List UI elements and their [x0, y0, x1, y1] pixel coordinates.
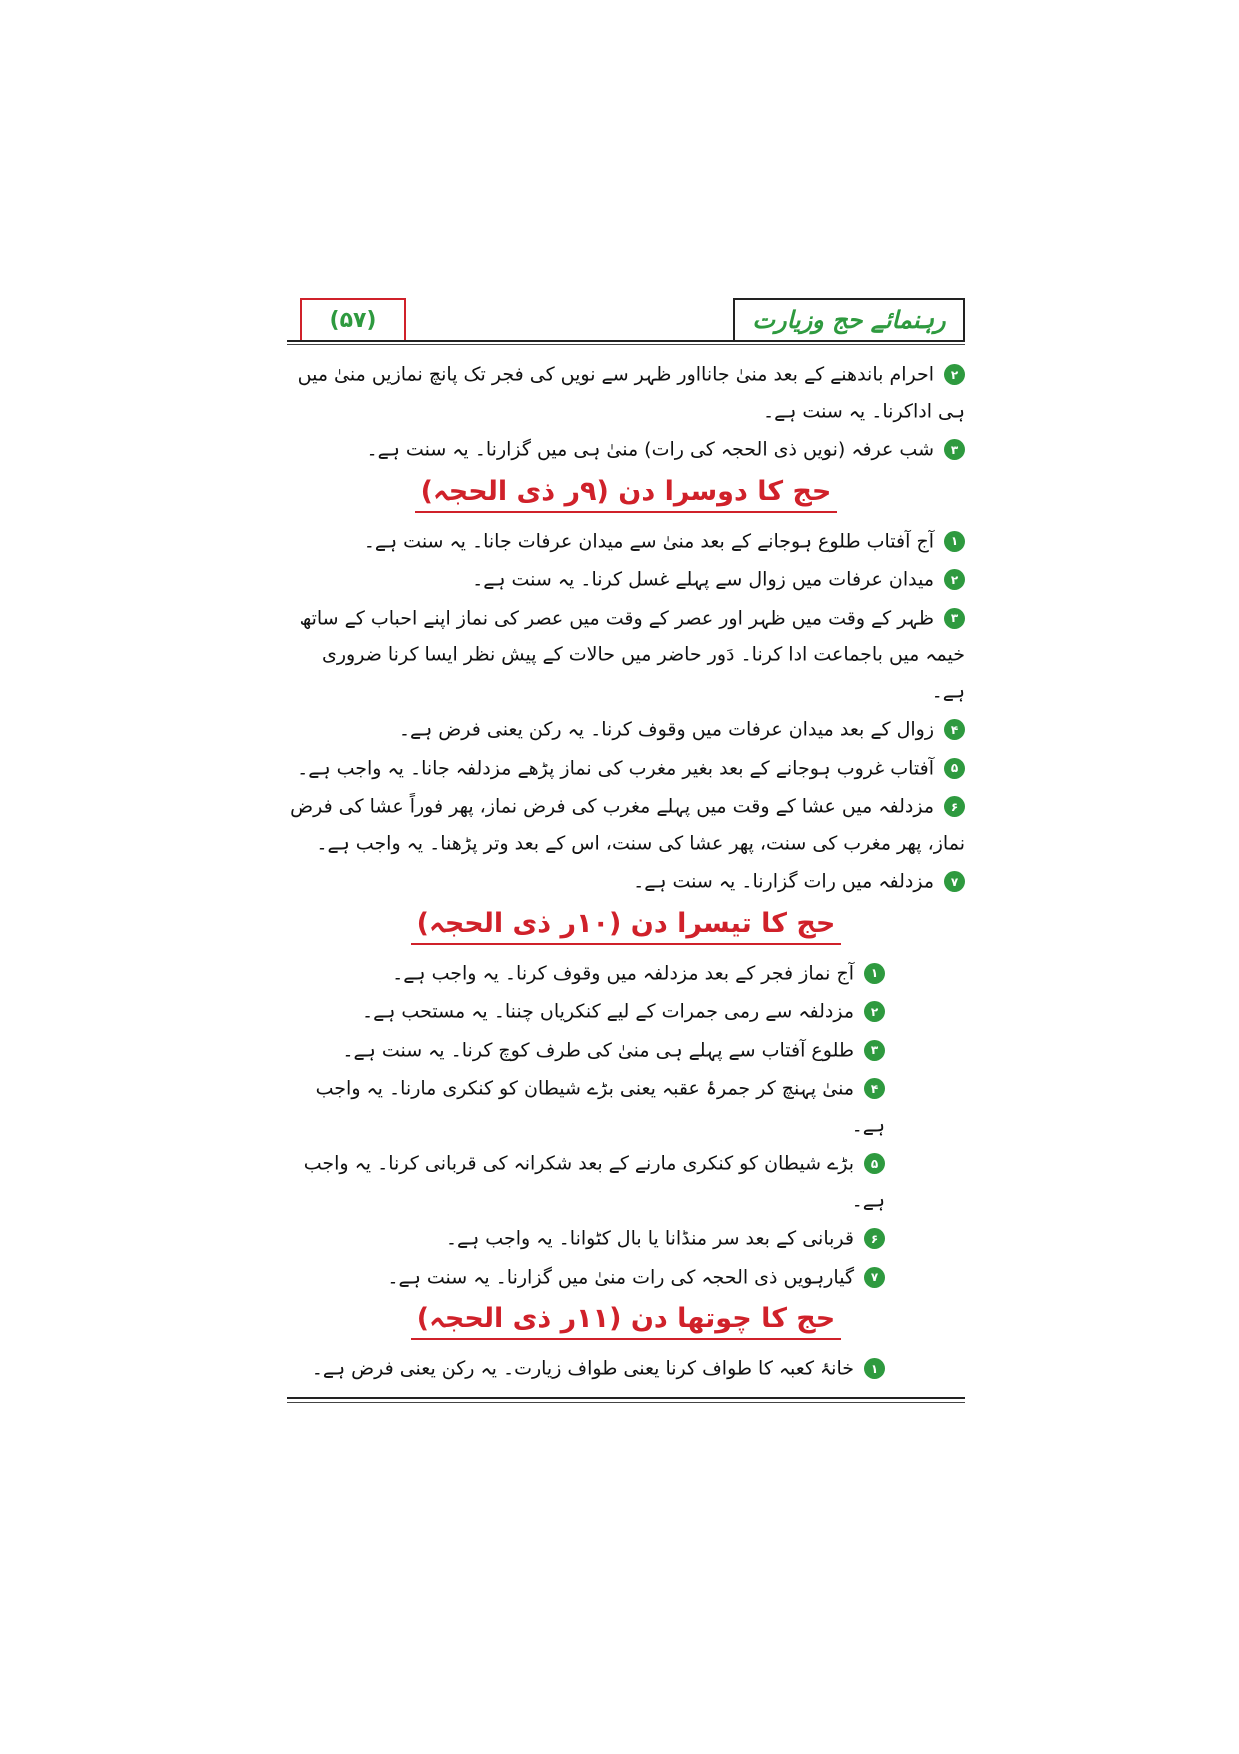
- book-title: رہنمائے حج وزیارت: [733, 298, 965, 340]
- item-number-badge: ۲: [944, 364, 965, 385]
- section-list: [287, 1350, 965, 1387]
- item-text: مزدلفہ سے رمی جمرات کے لیے کنکریاں چننا۔ یہ مستحب ہے۔: [361, 1000, 854, 1023]
- section-title: حج کا تیسرا دن (۱۰ر ذی الحجہ): [411, 908, 842, 945]
- item-number-badge: ۱: [864, 963, 885, 984]
- item-number-badge: ۷: [944, 871, 965, 892]
- header-rule-thin: [287, 344, 965, 345]
- section-list: [287, 955, 965, 1296]
- item-text: خانۂ کعبہ کا طواف کرنا یعنی طواف زیارت۔ یہ رکن یعنی فرض ہے۔: [311, 1357, 854, 1380]
- item-text: ظہر کے وقت میں ظہر اور عصر کے وقت میں عصر کی نماز اپنے احباب کے ساتھ خیمہ میں باجماعت ادا کرنا۔ دَور حاضر میں حالات کے پیش نظر ایسا کرنا ضروری ہے۔: [299, 607, 965, 702]
- footer-rule-thin: [287, 1402, 965, 1403]
- list-item: [287, 750, 965, 787]
- item-text: آج آفتاب طلوع ہوجانے کے بعد منیٰ سے میدان عرفات جانا۔ یہ سنت ہے۔: [363, 530, 934, 552]
- list-item: [287, 1070, 965, 1143]
- item-number-badge: ۲: [864, 1001, 885, 1022]
- item-text: قربانی کے بعد سر منڈانا یا بال کٹوانا۔ یہ واجب ہے۔: [445, 1227, 854, 1250]
- item-text: منیٰ پہنچ کر جمرۂ عقبہ یعنی بڑے شیطان کو کنکری مارنا۔ یہ واجب ہے۔: [315, 1077, 885, 1136]
- list-item: [287, 1259, 965, 1296]
- item-text: طلوع آفتاب سے پہلے ہی منیٰ کی طرف کوچ کرنا۔ یہ سنت ہے۔: [342, 1039, 854, 1061]
- item-text: مزدلفہ میں رات گزارنا۔ یہ سنت ہے۔: [633, 870, 934, 893]
- item-number-badge: ۴: [864, 1078, 885, 1099]
- list-item: [287, 356, 965, 429]
- item-number-badge: ۵: [944, 758, 965, 779]
- item-text: گیارہویں ذی الحجہ کی رات منیٰ میں گزارنا۔ یہ سنت ہے۔: [387, 1266, 854, 1288]
- intro-list: [287, 356, 965, 468]
- list-item: [287, 431, 965, 468]
- list-item: [287, 711, 965, 748]
- item-text: زوال کے بعد میدان عرفات میں وقوف کرنا۔ یہ رکن یعنی فرض ہے۔: [398, 718, 934, 741]
- item-number-badge: ۱: [944, 531, 965, 552]
- item-number-badge: ۳: [944, 608, 965, 629]
- page-body: [287, 356, 965, 1387]
- item-number-badge: ۵: [864, 1153, 885, 1174]
- item-text: شب عرفہ (نویں ذی الحجہ کی رات) منیٰ ہی میں گزارنا۔ یہ سنت ہے۔: [366, 438, 934, 461]
- item-number-badge: ۳: [864, 1040, 885, 1061]
- item-number-badge: ۲: [944, 569, 965, 590]
- item-number-badge: ۴: [944, 719, 965, 740]
- section-title: حج کا دوسرا دن (۹ر ذی الحجہ): [415, 476, 838, 513]
- footer-rule: [287, 1397, 965, 1399]
- section-heading: [287, 476, 965, 513]
- section-heading: [287, 908, 965, 945]
- item-number-badge: ۳: [944, 439, 965, 460]
- list-item: [287, 1350, 965, 1387]
- list-item: [287, 863, 965, 900]
- page-header: [287, 298, 965, 344]
- list-item: [287, 523, 965, 560]
- list-item: [287, 955, 965, 992]
- list-item: [287, 788, 965, 861]
- list-item: [287, 993, 965, 1030]
- section-title: حج کا چوتھا دن (۱۱ر ذی الحجہ): [411, 1303, 841, 1340]
- list-item: [287, 600, 965, 710]
- list-item: [287, 561, 965, 598]
- header-rule: [287, 340, 965, 342]
- item-number-badge: ۱: [864, 1358, 885, 1379]
- section-heading: [287, 1303, 965, 1340]
- list-item: [287, 1145, 965, 1218]
- list-item: [287, 1032, 965, 1069]
- book-page: [287, 298, 965, 1403]
- item-text: آفتاب غروب ہوجانے کے بعد بغیر مغرب کی نماز پڑھے مزدلفہ جانا۔ یہ واجب ہے۔: [297, 757, 934, 779]
- section-list: [287, 523, 965, 900]
- item-text: احرام باندھنے کے بعد منیٰ جانااور ظہر سے نویں کی فجر تک پانچ نمازیں منیٰ میں ہی اداکرنا۔ یہ سنت ہے۔: [297, 363, 965, 422]
- item-text: مزدلفہ میں عشا کے وقت میں پہلے مغرب کی فرض نماز، پھر فوراً عشا کی فرض نماز، پھر مغرب کی سنت، پھر عشا کی سنت، اس کے بعد وتر پڑھنا۔ یہ واجب ہے۔: [290, 795, 965, 854]
- list-item: [287, 1220, 965, 1257]
- item-number-badge: ۷: [864, 1267, 885, 1288]
- item-text: آج نماز فجر کے بعد مزدلفہ میں وقوف کرنا۔ یہ واجب ہے۔: [392, 962, 854, 984]
- item-text: بڑے شیطان کو کنکری مارنے کے بعد شکرانہ کی قربانی کرنا۔ یہ واجب ہے۔: [303, 1152, 885, 1211]
- page-number: (۵۷): [300, 298, 406, 340]
- item-text: میدان عرفات میں زوال سے پہلے غسل کرنا۔ یہ سنت ہے۔: [472, 568, 934, 591]
- item-number-badge: ۶: [864, 1228, 885, 1249]
- item-number-badge: ۶: [944, 796, 965, 817]
